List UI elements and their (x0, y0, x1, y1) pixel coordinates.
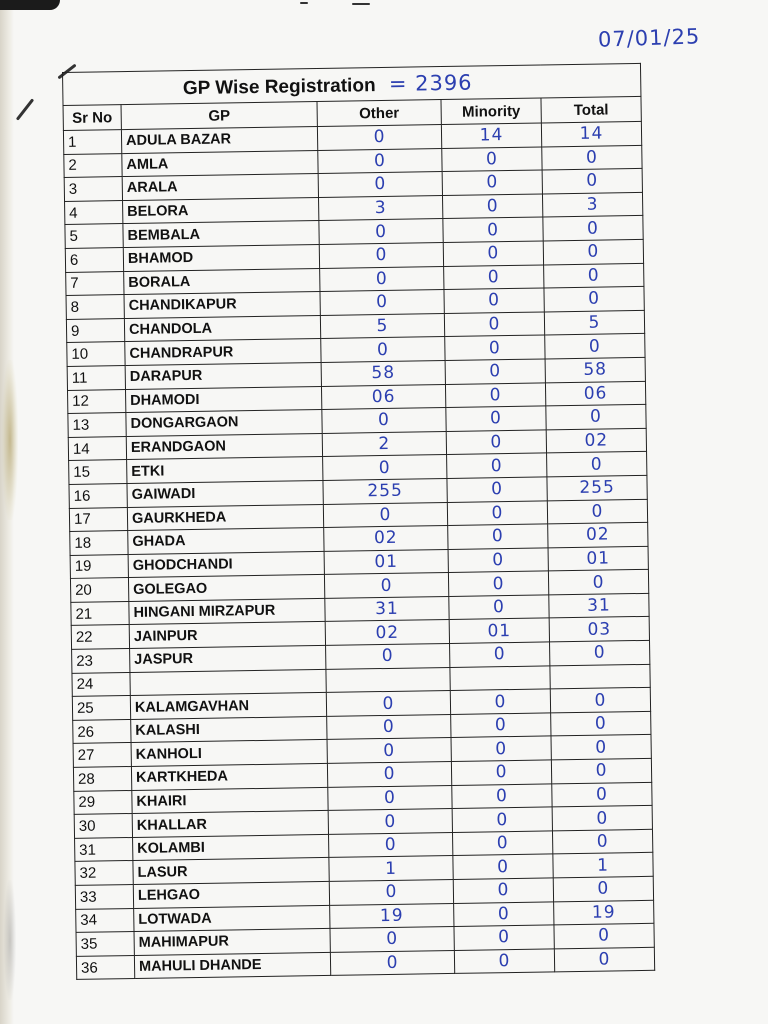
other-count-cell: 0 (330, 927, 454, 953)
minority-count-cell: 0 (450, 689, 550, 714)
minority-count-cell: 0 (444, 312, 544, 337)
other-count-cell: 0 (327, 762, 451, 788)
total-count-cell: 3 (542, 192, 642, 217)
registration-table (62, 63, 655, 980)
gp-name-cell: DONGARGAON (126, 410, 322, 437)
total-count-cell: 5 (544, 310, 644, 335)
other-count-cell: 31 (325, 596, 449, 622)
other-count-cell: 01 (324, 549, 448, 575)
minority-count-cell: 0 (446, 430, 546, 455)
other-count-cell: 1 (329, 856, 453, 882)
minority-count-cell: 0 (450, 642, 550, 667)
sr-no-cell: 32 (75, 861, 133, 886)
other-count-cell: 5 (320, 313, 444, 339)
gp-name-cell: JAINPUR (129, 622, 325, 649)
sr-no-cell: 19 (70, 554, 128, 579)
gp-name-cell: ETKI (127, 457, 323, 484)
minority-count-cell: 0 (442, 147, 542, 172)
sr-no-cell: 20 (70, 578, 128, 603)
gp-name-cell: BEMBALA (123, 221, 319, 248)
other-count-cell: 0 (323, 455, 447, 481)
gp-name-cell: GOLEGAO (128, 575, 324, 602)
total-count-cell: 03 (549, 617, 649, 642)
sr-no-cell: 17 (69, 507, 127, 532)
minority-count-cell: 0 (444, 265, 544, 290)
total-count-cell: 0 (545, 334, 645, 359)
minority-count-cell: 0 (448, 571, 548, 596)
sr-no-cell: 29 (74, 790, 132, 815)
sr-no-cell: 23 (72, 649, 130, 674)
sr-no-cell: 6 (65, 248, 123, 273)
sr-no-cell: 5 (65, 224, 123, 249)
sr-no-cell: 27 (73, 743, 131, 768)
gp-name-cell: MAHULI DHANDE (134, 952, 330, 979)
total-count-cell: 02 (546, 428, 646, 453)
sr-no-cell: 18 (70, 531, 128, 556)
total-count-cell: 02 (548, 522, 648, 547)
column-header-total: Total (541, 96, 641, 123)
total-count-cell: 0 (542, 145, 642, 170)
minority-count-cell: 0 (445, 359, 545, 384)
gp-name-cell: LASUR (133, 858, 329, 885)
table-body (63, 121, 654, 979)
ink-mark (16, 98, 34, 120)
column-header-gp: GP (121, 101, 317, 129)
sr-no-cell: 28 (73, 767, 131, 792)
minority-count-cell: 0 (454, 925, 554, 950)
table-title: GP Wise Registration (182, 74, 376, 99)
other-count-cell: 0 (318, 172, 442, 198)
total-count-cell: 0 (552, 806, 652, 831)
other-count-cell: 0 (319, 243, 443, 269)
minority-count-cell: 0 (447, 453, 547, 478)
minority-count-cell: 0 (447, 500, 547, 525)
minority-count-cell: 01 (449, 618, 549, 643)
sr-no-cell: 33 (75, 884, 133, 909)
minority-count-cell: 0 (451, 736, 551, 761)
sr-no-cell: 36 (76, 955, 134, 980)
ink-mark (352, 3, 370, 5)
sr-no-cell: 15 (69, 460, 127, 485)
ink-mark (300, 2, 308, 4)
minority-count-cell: 0 (451, 760, 551, 785)
handwritten-grand-total: = 2396 (388, 70, 473, 96)
sr-no-cell: 11 (67, 365, 125, 390)
gp-name-cell: KHAIRI (132, 787, 328, 814)
gp-name-cell: LEHGAO (133, 881, 329, 908)
total-count-cell: 0 (544, 263, 644, 288)
total-count-cell: 31 (549, 593, 649, 618)
gp-name-cell: ADULA BAZAR (121, 126, 317, 153)
other-count-cell: 0 (321, 337, 445, 363)
gp-name-cell: CHANDRAPUR (125, 339, 321, 366)
column-header-other: Other (317, 100, 441, 127)
minority-count-cell: 14 (441, 123, 541, 148)
other-count-cell: 0 (326, 644, 450, 670)
sr-no-cell: 4 (65, 200, 123, 225)
minority-count-cell: 0 (451, 713, 551, 738)
total-count-cell: 0 (551, 758, 651, 783)
total-count-cell: 0 (552, 829, 652, 854)
total-count-cell: 0 (551, 735, 651, 760)
other-count-cell: 19 (330, 903, 454, 929)
handwritten-date: 07/01/25 (597, 24, 701, 52)
total-count-cell: 0 (547, 452, 647, 477)
other-count-cell: 0 (320, 266, 444, 292)
gp-name-cell: DARAPUR (125, 362, 321, 389)
minority-count-cell: 0 (442, 194, 542, 219)
other-count-cell: 2 (322, 431, 446, 457)
other-count-cell: 0 (328, 809, 452, 835)
other-count-cell: 3 (318, 195, 442, 221)
total-count-cell: 06 (545, 381, 645, 406)
other-count-cell: 58 (321, 360, 445, 386)
sr-no-cell: 9 (66, 318, 124, 343)
sr-no-cell: 25 (72, 696, 130, 721)
minority-count-cell: 0 (448, 524, 548, 549)
gp-name-cell: CHANDOLA (124, 315, 320, 342)
gp-name-cell: GHODCHANDI (128, 551, 324, 578)
other-count-cell: 0 (324, 573, 448, 599)
other-count-cell: 0 (322, 408, 446, 434)
total-count-cell: 0 (543, 216, 643, 241)
column-header-minority: Minority (441, 98, 541, 125)
sr-no-cell: 10 (67, 342, 125, 367)
minority-count-cell: 0 (454, 901, 554, 926)
sr-no-cell: 1 (63, 130, 121, 155)
total-count-cell: 0 (554, 923, 654, 948)
minority-count-cell: 0 (444, 288, 544, 313)
total-count-cell: 0 (551, 711, 651, 736)
other-count-cell: 0 (326, 691, 450, 717)
minority-count-cell: 0 (449, 595, 549, 620)
sr-no-cell: 21 (71, 601, 129, 626)
gp-name-cell: BORALA (124, 268, 320, 295)
minority-count-cell: 0 (453, 878, 553, 903)
other-count-cell: 0 (330, 950, 454, 976)
total-count-cell: 0 (546, 404, 646, 429)
ink-mark (0, 0, 60, 10)
other-count-cell: 02 (325, 620, 449, 646)
total-count-cell: 1 (553, 853, 653, 878)
gp-name-cell: MAHIMAPUR (134, 929, 330, 956)
sr-no-cell: 8 (66, 295, 124, 320)
other-count-cell: 0 (317, 125, 441, 151)
other-count-cell: 0 (329, 832, 453, 858)
minority-count-cell: 0 (442, 170, 542, 195)
sr-no-cell: 26 (73, 719, 131, 744)
minority-count-cell: 0 (445, 335, 545, 360)
total-count-cell: 0 (552, 782, 652, 807)
gp-name-cell: LOTWADA (134, 905, 330, 932)
total-count-cell: 0 (553, 876, 653, 901)
total-count-cell: 0 (550, 688, 650, 713)
gp-name-cell: GAURKHEDA (127, 504, 323, 531)
gp-name-cell: JASPUR (130, 645, 326, 672)
total-count-cell: 255 (547, 475, 647, 500)
sr-no-cell: 14 (68, 436, 126, 461)
total-count-cell: 0 (550, 640, 650, 665)
other-count-cell: 0 (323, 502, 447, 528)
gp-name-cell (130, 669, 326, 696)
sr-no-cell: 30 (74, 814, 132, 839)
paper-stain (4, 880, 16, 1000)
total-count-cell: 0 (547, 499, 647, 524)
gp-name-cell: KALASHI (131, 716, 327, 743)
total-count-cell (550, 664, 650, 689)
total-count-cell: 01 (548, 546, 648, 571)
minority-count-cell: 0 (452, 831, 552, 856)
total-count-cell: 0 (554, 947, 654, 972)
total-count-cell: 14 (541, 121, 641, 146)
other-count-cell: 0 (327, 714, 451, 740)
other-count-cell: 02 (324, 526, 448, 552)
gp-name-cell: DHAMODI (125, 386, 321, 413)
gp-name-cell: CHANDIKAPUR (124, 292, 320, 319)
other-count-cell (326, 667, 450, 693)
minority-count-cell: 0 (452, 784, 552, 809)
gp-name-cell: AMLA (122, 150, 318, 177)
minority-count-cell: 0 (443, 241, 543, 266)
gp-name-cell: BELORA (123, 197, 319, 224)
sr-no-cell: 35 (76, 932, 134, 957)
sr-no-cell: 16 (69, 483, 127, 508)
gp-name-cell: KALAMGAVHAN (130, 693, 326, 720)
minority-count-cell: 0 (443, 217, 543, 242)
gp-name-cell: KANHOLI (131, 740, 327, 767)
sr-no-cell: 12 (67, 389, 125, 414)
sr-no-cell: 22 (71, 625, 129, 650)
sr-no-cell: 31 (75, 837, 133, 862)
gp-name-cell: KHALLAR (132, 811, 328, 838)
other-count-cell: 255 (323, 478, 447, 504)
paper-stain (2, 360, 18, 520)
gp-name-cell: ARALA (122, 174, 318, 201)
minority-count-cell (450, 666, 550, 691)
total-count-cell: 19 (554, 900, 654, 925)
total-count-cell: 0 (548, 570, 648, 595)
other-count-cell: 0 (327, 738, 451, 764)
other-count-cell: 0 (320, 290, 444, 316)
minority-count-cell: 0 (454, 949, 554, 974)
sr-no-cell: 3 (64, 177, 122, 202)
gp-name-cell: KARTKHEDA (131, 763, 327, 790)
minority-count-cell: 0 (446, 406, 546, 431)
minority-count-cell: 0 (448, 548, 548, 573)
gp-name-cell: ERANDGAON (126, 433, 322, 460)
minority-count-cell: 0 (447, 477, 547, 502)
gp-name-cell: KOLAMBI (133, 834, 329, 861)
other-count-cell: 0 (329, 879, 453, 905)
gp-name-cell: BHAMOD (123, 244, 319, 271)
other-count-cell: 0 (318, 148, 442, 174)
minority-count-cell: 0 (453, 854, 553, 879)
sr-no-cell: 34 (76, 908, 134, 933)
gp-name-cell: HINGANI MIRZAPUR (129, 598, 325, 625)
sr-no-cell: 7 (66, 271, 124, 296)
sr-no-cell: 2 (64, 153, 122, 178)
gp-name-cell: GAIWADI (127, 480, 323, 507)
total-count-cell: 58 (545, 357, 645, 382)
other-count-cell: 0 (319, 219, 443, 245)
gp-name-cell: GHADA (128, 528, 324, 555)
other-count-cell: 06 (321, 384, 445, 410)
minority-count-cell: 0 (452, 807, 552, 832)
column-header-sr-no: Sr No (63, 105, 121, 131)
total-count-cell: 0 (543, 239, 643, 264)
sr-no-cell: 24 (72, 672, 130, 697)
registration-sheet (62, 63, 654, 980)
sr-no-cell: 13 (68, 413, 126, 438)
total-count-cell: 0 (542, 169, 642, 194)
other-count-cell: 0 (328, 785, 452, 811)
total-count-cell: 0 (544, 287, 644, 312)
minority-count-cell: 0 (445, 382, 545, 407)
